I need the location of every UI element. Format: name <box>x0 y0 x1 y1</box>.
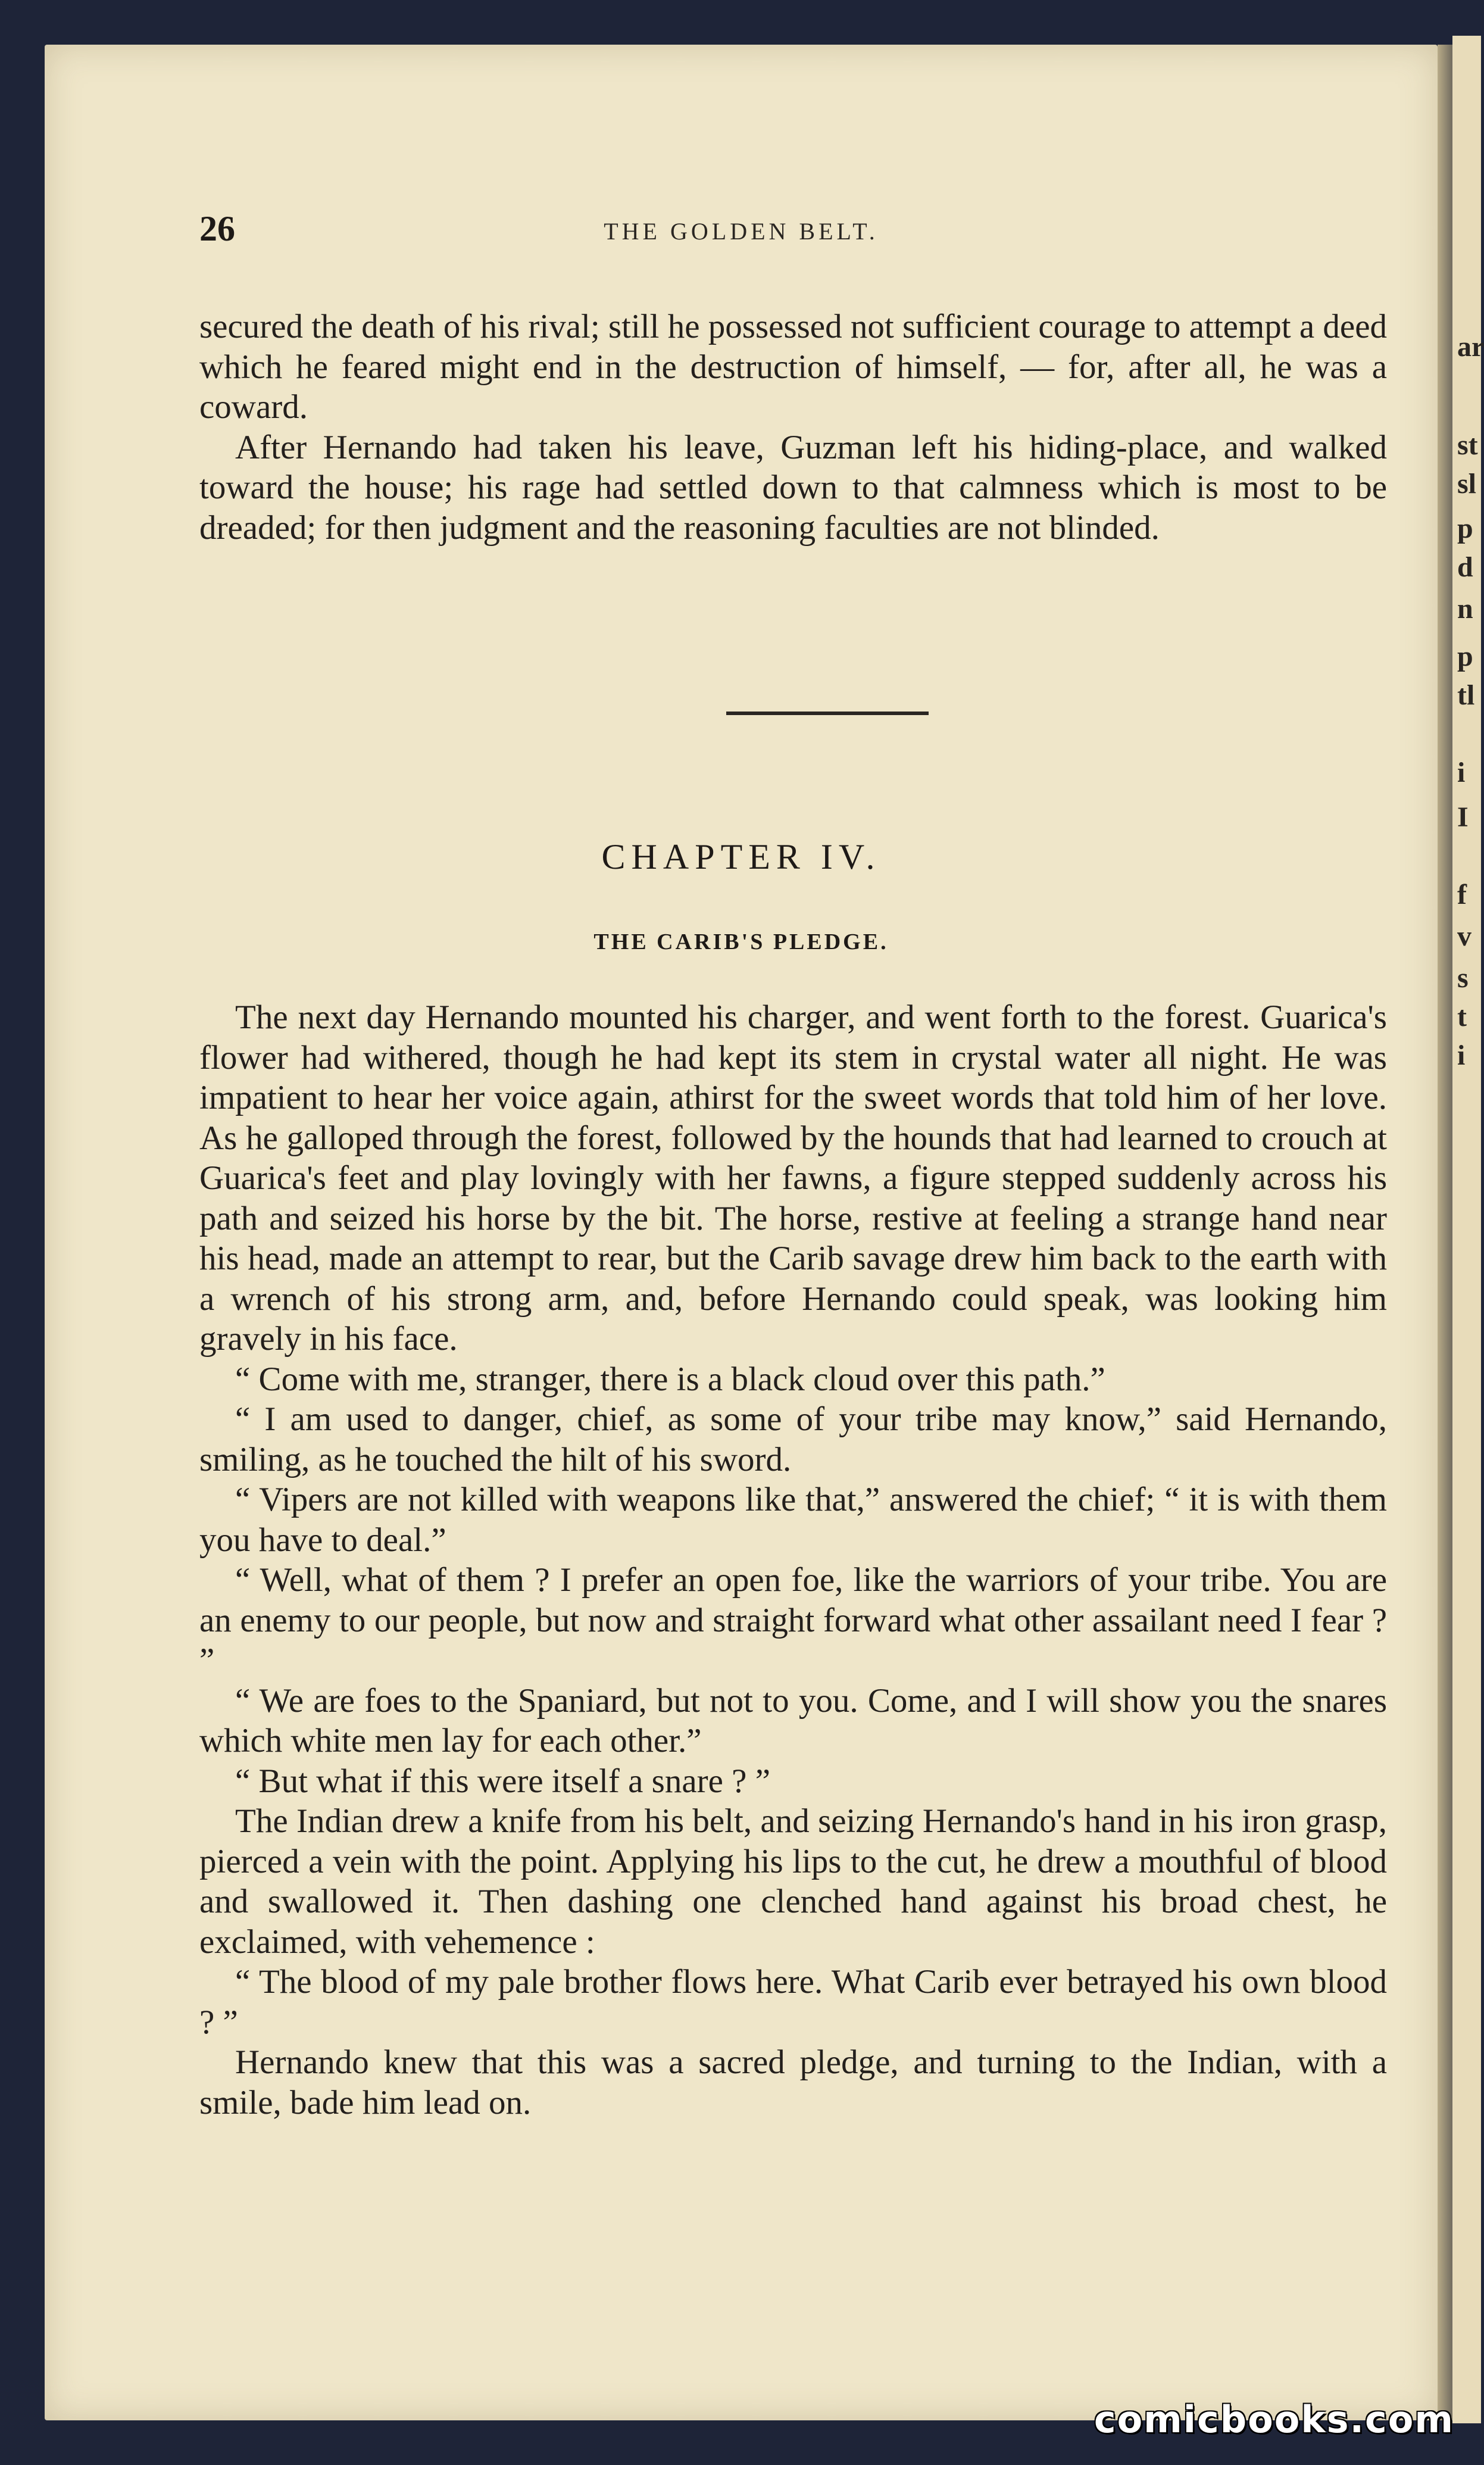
facing-page-fragment: st <box>1457 429 1478 461</box>
page-number: 26 <box>199 209 235 248</box>
paragraph: “ But what if this were itself a snare ? ” <box>235 1762 771 1800</box>
facing-page-fragment: i <box>1457 1040 1466 1071</box>
paragraph: After Hernando had taken his leave, Guzman left his hiding-place, and walked toward the house; his rage had settled down to that calmness which is most to be dreaded; for then judgment and the reasoning faculties are not blinded. <box>199 428 1387 547</box>
facing-page-fragment: p <box>1457 641 1473 672</box>
paragraph: “ We are foes to the Spaniard, but not to you. Come, and I will show you the snares which white men lay for each other.” <box>199 1681 1387 1759</box>
facing-page-fragment: i <box>1457 757 1466 788</box>
paragraph: “ The blood of my pale brother flows here. What Carib ever betrayed his own blood ? ” <box>199 1963 1387 2041</box>
paragraph: “ Well, what of them ? I prefer an open foe, like the warriors of your tribe. You are an enemy to our people, but now and straight forward what other assailant need I fear ? ” <box>199 1561 1387 1679</box>
facing-page-fragment: p <box>1457 513 1473 544</box>
watermark: comicbooks.com <box>1094 2398 1454 2441</box>
facing-page-fragment: t <box>1457 1001 1467 1032</box>
opening-text <box>199 307 1387 548</box>
facing-page-edge <box>1452 36 1484 2423</box>
facing-page-fragment: v <box>1457 921 1471 952</box>
chapter-subtitle: THE CARIB'S PLEDGE. <box>593 929 889 954</box>
section-divider <box>726 712 929 715</box>
paragraph: secured the death of his rival; still he possessed not sufficient courage to attempt a deed which he feared might end in the destruction of himself, — for, after all, he was a coward. <box>199 308 1387 426</box>
paragraph: “ Vipers are not killed with weapons like that,” answered the chief; “ it is with them you have to deal.” <box>199 1481 1387 1559</box>
paragraph: The Indian drew a knife from his belt, and seizing Hernando's hand in his iron grasp, pierced a vein with the point. Applying his lips to the cut, he drew a mouthful of blood and swallowed it. Then dashing one clenched hand against his broad chest, he exclaimed, with vehemence : <box>199 1802 1387 1961</box>
paragraph: Hernando knew that this was a sacred pledge, and turning to the Indian, with a smile, bade him lead on. <box>199 2043 1387 2121</box>
facing-page-fragment: I <box>1457 801 1469 833</box>
paragraph: The next day Hernando mounted his charger, and went forth to the forest. Guarica's flower had withered, though he had kept its stem in crystal water all night. He was impatient to hear her voice again, athirst for the sweet words that told him of her love. As he galloped through the forest, followed by the hounds that had learned to crouch at Guarica's feet and play lovingly with her fawns, a figure stepped suddenly across his path and seized his horse by the bit. The horse, restive at feeling a strange hand near his head, made an attempt to rear, but the Carib savage drew him back to the earth with a wrench of his strong arm, and, before Hernando could speak, was looking him gravely in his face. <box>199 999 1387 1358</box>
facing-page-fragment: f <box>1457 879 1467 910</box>
paragraph: “ Come with me, stranger, there is a black cloud over this path.” <box>235 1360 1105 1398</box>
facing-page-fragment: tl <box>1457 679 1475 711</box>
running-head: THE GOLDEN BELT. <box>604 218 879 245</box>
page-header <box>45 164 1438 248</box>
facing-page-fragment: d <box>1457 551 1473 583</box>
facing-page-fragment: s <box>1457 962 1469 994</box>
facing-page-fragment: ar <box>1457 331 1484 363</box>
book-page <box>45 45 1438 2420</box>
chapter-text <box>199 997 1387 2123</box>
facing-page-fragment: n <box>1457 593 1473 625</box>
chapter-title: CHAPTER IV. <box>601 837 881 876</box>
paragraph: “ I am used to danger, chief, as some of your tribe may know,” said Hernando, smiling, as he touched the hilt of his sword. <box>199 1400 1387 1478</box>
facing-page-fragment: sl <box>1457 468 1477 500</box>
